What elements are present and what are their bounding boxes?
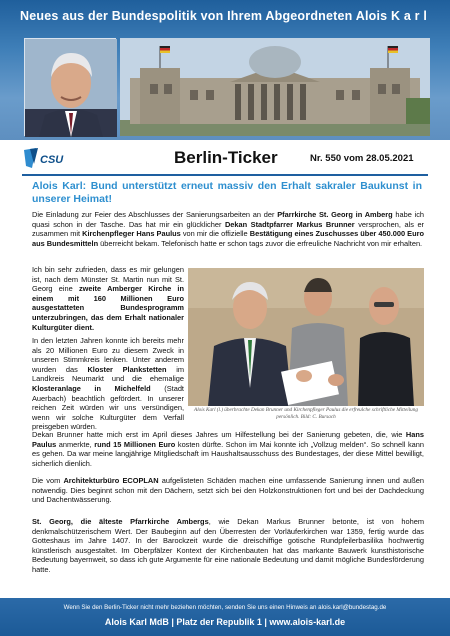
ticker-divider [22,174,428,176]
header-title: Neues aus der Bundespolitik von Ihrem Abgeordneten Alois K a r l [20,9,428,23]
csu-logo [22,146,70,170]
text-run: Ich bin sehr zufrieden, dass es mir gelungen ist, nach dem Münster St. Martin nun mit St. Georg eine [32,265,184,294]
paragraph-history [32,517,424,575]
text-run: von mir die offizielle [180,229,250,239]
handover-photo [188,268,424,406]
text-run: versprochen, als er zusammen mit [32,219,425,239]
footer-address: Alois Karl MdB | Platz der Republik 1 | www.alois-karl.de [104,617,346,627]
paragraph-ecoplan [32,476,424,505]
bold-text: St. Georg, die älteste Pfarrkirche Ambergs [32,517,209,526]
text-run: habe ich quasi schon in der Tasche. Das hat mir ein glücklicher [32,210,424,229]
text-run: In den letzten Jahren konnte ich bereits mehr als 20 Millionen Euro zu diesem Zweck in unseren Stimmkreis lenken. Unter anderem wurden das [32,336,184,374]
bold-text: Kirchenpfleger Hans Paulus [82,229,181,239]
text-run: Die vom [32,476,64,485]
portrait-photo [24,38,116,136]
text-run: , wie Dekan Markus Brunner betonte, ist von hohem denkmalschützerischem Wert. Der Baubeginn auf den Überresten der Vorläuferkirchen war 1359, fertig wurde das Gotteshaus im Jahre 1407. In der Barockzeit wurde die dreischiffige gotische Rundpfeilerbasilika hochwertig künstlerisch ausgestaltet. Im Oberpfälzer Kontext der Kirchenbauten hat das markante Bauwerk kunsthistorische Bedeutung bayernweit, so dass ich gute Argumente für eine nationale Bedeutung und damit mögliche Bundesförderung hatte. [32,517,424,574]
paragraph-satisfaction [32,265,184,332]
bold-text: zweite Amberger Kirche in einem mit 160 Millionen Euro ausgestatteten Bundesprogramm unterzubringen, das dem Erhalt nationaler Kulturgüter dient. [32,284,184,332]
csu-logo-text: CSU [40,154,64,166]
text-run: anmerkte, [56,439,95,449]
paragraph-intro [32,210,424,248]
paragraph-request [32,430,424,468]
paragraph-funding-history [32,336,184,432]
text-run: kosten dürfte. Schon im Mai konnte ich „Vollzug melden“. So schnell kann es gehen. Da war meine langjährige Mitgliedschaft im Haushaltsausschuss des Bundestages, der diese Mittel bewilligt, sicherlich dienlich. [32,439,424,468]
text-run: aufgelisteten Schäden machen eine umfassende Sanierung innen und außen notwendig. Dies beginnt schon mit den Dächern, setzt sich bei den Holzkonstruktionen fort und bei der Dachdeckung und Dachentwässerung. [32,476,424,505]
bold-text: Dekan Stadtpfarrer Markus Brunner [224,219,355,229]
bold-text: Architekturbüro ECOPLAN [63,476,159,485]
footer-unsubscribe-note: Wenn Sie den Berlin-Ticker nicht mehr beziehen möchten, senden Sie uns einen Hinweis an alois.karl@bundestag.de [63,604,387,611]
bold-text: Pfarrkirche St. Georg in Amberg [277,210,393,219]
ticker-issue-number: Nr. 550 vom 28.05.2021 [310,153,414,164]
bold-text: rund 15 Millionen Euro [94,439,176,449]
bold-text: Kloster Plankstetten [87,364,167,374]
text-run: (Stadt Auerbach) beachtlich gefördert. In unserer reichen Zeit würden wir uns versündigen, wenn wir solche Kulturgüter dem Verfall preisgeben würden. [32,383,184,432]
bold-text: Hans Paulus [32,430,424,449]
bold-text: Bestätigung eines Zuschusses über 450.000 Euro aus Bundesmitteln [32,229,425,248]
text-run: Dekan Brunner hatte mich erst im April dieses Jahres um Hilfestellung bei der Sanierung gebeten, die, wie [32,430,406,439]
text-run: Die Einladung zur Feier des Abschlusses der Sanierungsarbeiten an der [32,210,278,219]
photo-caption: Alois Karl (l.) überbrachte Dekan Brunner und Kirchenpfleger Paulus die erfreulche schriftliche Mitteilung persönlich. Bild: C. Bursach [194,407,418,420]
text-run: im Landkreis Neumarkt und die ehemalige [32,364,185,384]
reichstag-image [120,38,430,136]
text-run: überreicht bekam. Telefonisch hatte er schon tags zuvor die erfreuliche Nachricht von mir erhalten. [98,238,423,248]
bold-text: Klosteranlage in Michelfeld [32,383,151,393]
article-headline: Alois Karl: Bund unterstützt erneut massiv den Erhalt sakraler Baukunst in unserer Heimat! [32,180,422,205]
ticker-title: Berlin-Ticker [174,148,278,167]
